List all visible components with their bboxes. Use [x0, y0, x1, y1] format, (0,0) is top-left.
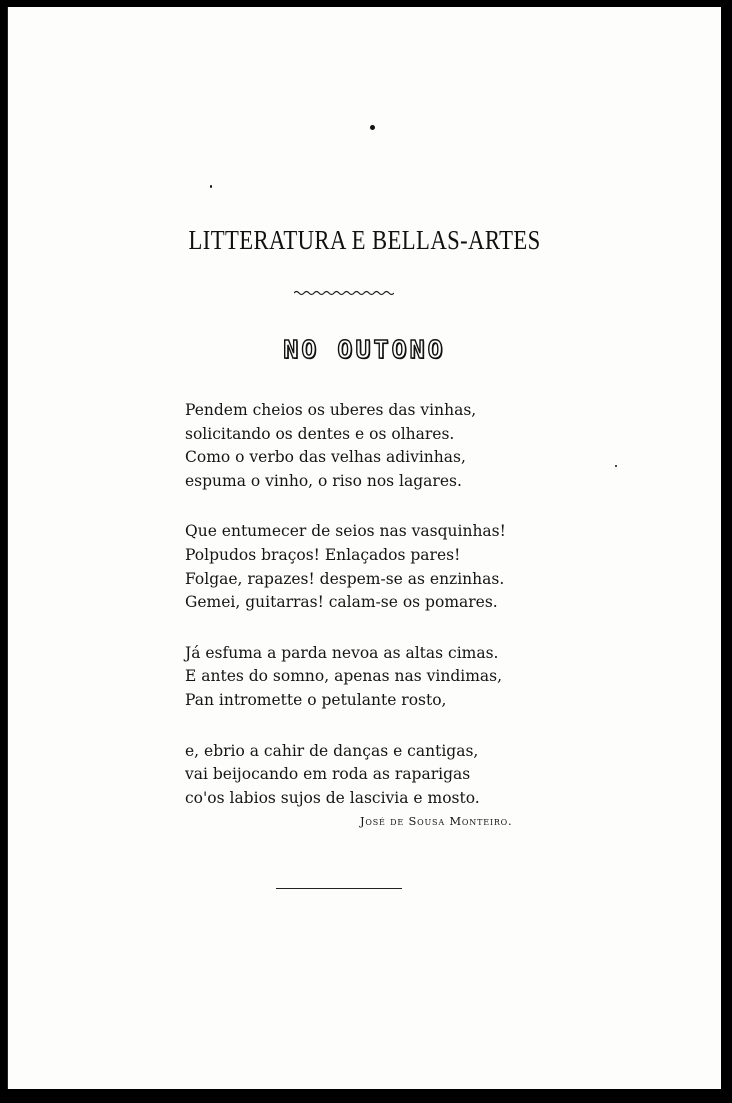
- wavy-divider: [294, 289, 394, 297]
- poem-line: Que entumecer de seios nas vasquinhas!: [185, 522, 506, 541]
- poem-body: [185, 399, 525, 837]
- stanza-4: [185, 740, 525, 811]
- poem-line: Gemei, guitarras! calam-se os pomares.: [185, 593, 498, 612]
- poem-title: NO OUTONO: [283, 335, 446, 364]
- poem-line: solicitando os dentes e os olhares.: [185, 424, 455, 443]
- section-title: LITTERATURA E BELLAS-ARTES: [188, 225, 541, 255]
- poem-line: espuma o vinho, o riso nos lagares.: [185, 471, 462, 490]
- poem-line: Polpudos braços! Enlaçados pares!: [185, 545, 461, 564]
- poem-line: Pendem cheios os uberes das vinhas,: [185, 401, 477, 419]
- poem-line: vai beijocando em roda as raparigas: [185, 765, 471, 784]
- poem-line: Pan intromette o petulante rosto,: [185, 690, 447, 709]
- document-page: [7, 7, 721, 1089]
- ink-speck: [615, 465, 617, 467]
- ink-speck: [370, 125, 375, 130]
- poem-line: e, ebrio a cahir de danças e cantigas,: [185, 741, 479, 760]
- poem-line: E antes do somno, apenas nas vindimas,: [185, 667, 503, 686]
- stanza-1: [185, 399, 525, 493]
- closing-rule: [276, 888, 402, 889]
- stanza-3: [185, 642, 525, 713]
- poem-line: Já esfuma a parda nevoa as altas cimas.: [185, 643, 499, 662]
- poem-line: co'os labios sujos de lascivia e mosto.: [185, 788, 480, 807]
- stanza-2: [185, 520, 525, 614]
- poem-line: Folgae, rapazes! despem-se as enzinhas.: [185, 569, 505, 588]
- poem-line: Como o verbo das velhas adivinhas,: [185, 448, 466, 467]
- author-signature: José de Sousa Monteiro.: [360, 814, 513, 828]
- ink-speck: [210, 185, 212, 188]
